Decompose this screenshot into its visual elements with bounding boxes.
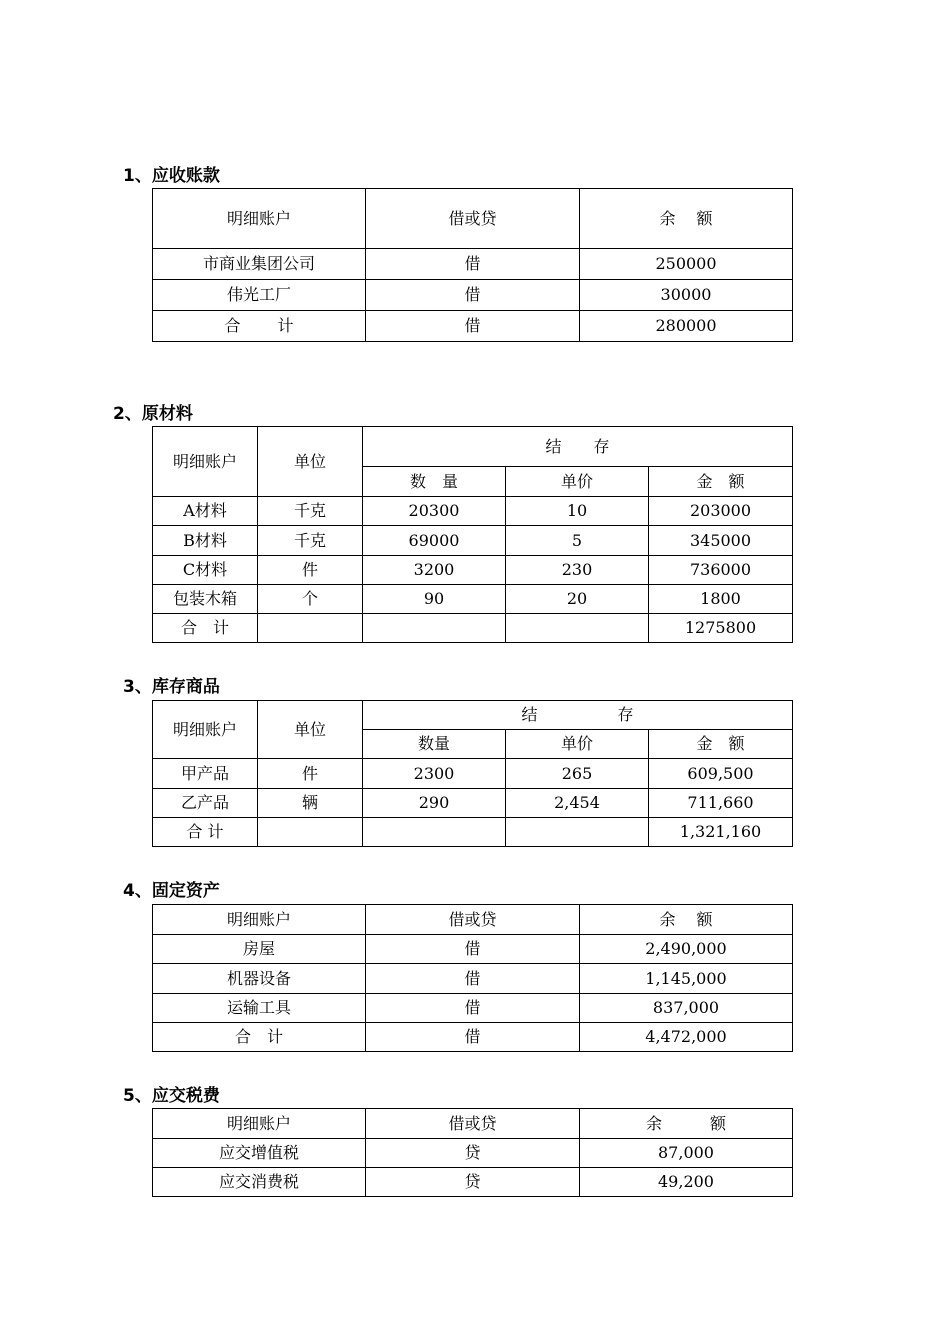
- table-cell: 1275800: [649, 614, 793, 643]
- table-cell: 伟光工厂: [153, 280, 366, 311]
- table-cell: 1,321,160: [649, 818, 793, 847]
- table-cell: 2300: [363, 759, 506, 789]
- table-cell: 机器设备: [153, 964, 366, 994]
- table-cell: 69000: [363, 526, 506, 556]
- column-header: 余 额: [580, 905, 793, 935]
- inventory-goods-table: [152, 700, 793, 847]
- table-cell: 合 计: [153, 818, 258, 847]
- table-cell: 借: [366, 249, 580, 280]
- table-cell: 345000: [649, 526, 793, 556]
- table-cell: 2,454: [506, 789, 649, 818]
- table-cell: 辆: [258, 789, 363, 818]
- table-cell: [363, 614, 506, 643]
- table-row: [153, 556, 793, 585]
- table-header-row: [153, 701, 793, 730]
- table-cell: 2,490,000: [580, 935, 793, 964]
- column-header: 余 额: [580, 189, 793, 249]
- column-header: 借或贷: [366, 905, 580, 935]
- section-title-taxes-payable: 5、应交税费: [123, 1086, 220, 1106]
- table-cell: 90: [363, 585, 506, 614]
- table-row: [153, 497, 793, 526]
- table-cell: 借: [366, 280, 580, 311]
- table-cell: 30000: [580, 280, 793, 311]
- column-header: 单价: [506, 730, 649, 759]
- column-header: 金 额: [649, 467, 793, 497]
- column-header: 借或贷: [366, 1109, 580, 1139]
- accounts-receivable-table: [152, 188, 793, 342]
- column-header: 明细账户: [153, 701, 258, 759]
- table-cell: 借: [366, 964, 580, 994]
- section-title-raw-materials: 2、原材料: [113, 404, 193, 424]
- table-cell: C材料: [153, 556, 258, 585]
- table-cell: 合 计: [153, 311, 366, 342]
- column-group-header: 结 存: [363, 701, 793, 730]
- table-cell: 1,145,000: [580, 964, 793, 994]
- column-header: 数量: [363, 730, 506, 759]
- table-cell: 应交增值税: [153, 1139, 366, 1168]
- table-header-row: [153, 905, 793, 935]
- table-row: [153, 789, 793, 818]
- table-total-row: [153, 614, 793, 643]
- table-row: [153, 526, 793, 556]
- table-cell: 736000: [649, 556, 793, 585]
- table-cell: B材料: [153, 526, 258, 556]
- section-title-accounts-receivable: 1、应收账款: [123, 166, 220, 186]
- table-cell: 房屋: [153, 935, 366, 964]
- table-cell: 20: [506, 585, 649, 614]
- taxes-payable-table: [152, 1108, 793, 1197]
- table-row: [153, 585, 793, 614]
- table-cell: 3200: [363, 556, 506, 585]
- table-row: [153, 1168, 793, 1197]
- section-title-fixed-assets: 4、固定资产: [123, 881, 220, 901]
- table-cell: 合 计: [153, 1023, 366, 1052]
- column-header: 金 额: [649, 730, 793, 759]
- table-row: [153, 280, 793, 311]
- table-row: [153, 935, 793, 964]
- table-cell: 5: [506, 526, 649, 556]
- table-cell: [363, 818, 506, 847]
- section-title-inventory-goods: 3、库存商品: [123, 677, 220, 697]
- table-cell: 87,000: [580, 1139, 793, 1168]
- column-header: 借或贷: [366, 189, 580, 249]
- column-header: 单位: [258, 427, 363, 497]
- table-row: [153, 249, 793, 280]
- table-cell: 20300: [363, 497, 506, 526]
- table-cell: 借: [366, 311, 580, 342]
- table-cell: [506, 818, 649, 847]
- table-cell: 609,500: [649, 759, 793, 789]
- column-header: 单价: [506, 467, 649, 497]
- table-cell: A材料: [153, 497, 258, 526]
- table-cell: [506, 614, 649, 643]
- table-cell: 市商业集团公司: [153, 249, 366, 280]
- table-total-row: [153, 818, 793, 847]
- table-cell: 包装木箱: [153, 585, 258, 614]
- table-cell: 4,472,000: [580, 1023, 793, 1052]
- table-total-row: [153, 311, 793, 342]
- table-cell: 290: [363, 789, 506, 818]
- table-row: [153, 964, 793, 994]
- table-cell: 借: [366, 1023, 580, 1052]
- column-header: 单位: [258, 701, 363, 759]
- table-cell: 甲产品: [153, 759, 258, 789]
- table-row: [153, 994, 793, 1023]
- table-cell: 千克: [258, 526, 363, 556]
- table-cell: 运输工具: [153, 994, 366, 1023]
- table-cell: 件: [258, 556, 363, 585]
- fixed-assets-table: [152, 904, 793, 1052]
- column-group-header: 结 存: [363, 427, 793, 467]
- table-cell: [258, 818, 363, 847]
- raw-materials-table: [152, 426, 793, 643]
- table-cell: 贷: [366, 1168, 580, 1197]
- table-cell: 借: [366, 994, 580, 1023]
- table-cell: 件: [258, 759, 363, 789]
- table-row: [153, 1139, 793, 1168]
- table-cell: [258, 614, 363, 643]
- column-header: 数 量: [363, 467, 506, 497]
- column-header: 明细账户: [153, 189, 366, 249]
- table-cell: 1800: [649, 585, 793, 614]
- table-header-row: [153, 427, 793, 467]
- table-cell: 合 计: [153, 614, 258, 643]
- table-cell: 个: [258, 585, 363, 614]
- table-cell: 应交消费税: [153, 1168, 366, 1197]
- column-header: 明细账户: [153, 427, 258, 497]
- table-header-row: [153, 1109, 793, 1139]
- table-row: [153, 759, 793, 789]
- table-cell: 280000: [580, 311, 793, 342]
- column-header: 明细账户: [153, 905, 366, 935]
- column-header: 余 额: [580, 1109, 793, 1139]
- table-cell: 203000: [649, 497, 793, 526]
- table-cell: 49,200: [580, 1168, 793, 1197]
- table-cell: 千克: [258, 497, 363, 526]
- table-cell: 贷: [366, 1139, 580, 1168]
- table-header-row: [153, 189, 793, 249]
- table-total-row: [153, 1023, 793, 1052]
- table-cell: 837,000: [580, 994, 793, 1023]
- table-cell: 711,660: [649, 789, 793, 818]
- table-cell: 265: [506, 759, 649, 789]
- table-cell: 借: [366, 935, 580, 964]
- column-header: 明细账户: [153, 1109, 366, 1139]
- table-cell: 230: [506, 556, 649, 585]
- table-cell: 250000: [580, 249, 793, 280]
- table-cell: 乙产品: [153, 789, 258, 818]
- table-cell: 10: [506, 497, 649, 526]
